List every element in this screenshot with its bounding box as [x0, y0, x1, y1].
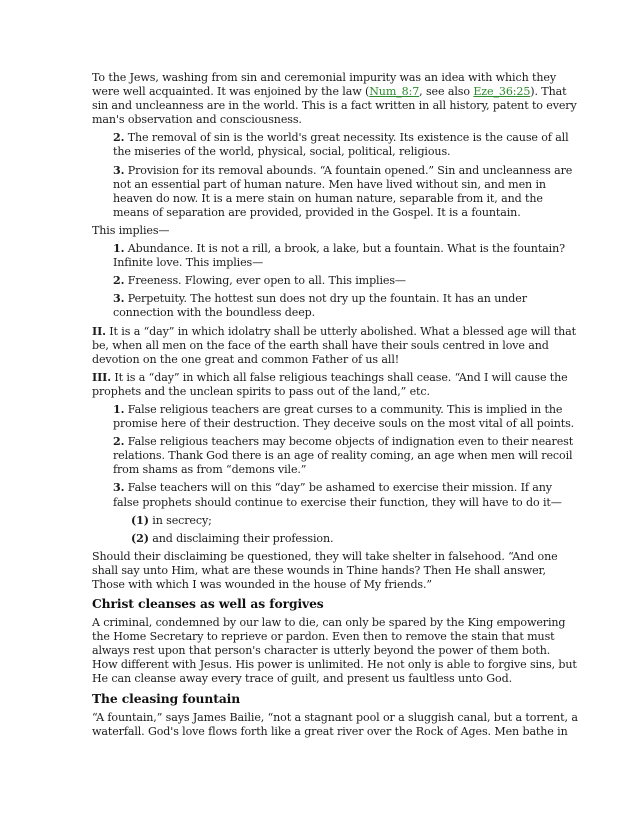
- numbered-point: [113, 403, 578, 431]
- paragraph: A criminal, condemned by our law to die, can only be spared by the King empowering the Home Secretary to reprieve or pardon. Even then to remove the stain that must always rest upon that person's character is utterly beyond the power of them both. How different with Jesus. His power is unlimited. He not only is able to forgive sins, but He can cleanse away every trace of guilt, and present us faultless unto God.: [92, 616, 577, 686]
- paragraph-text: ). That sin and uncleanness are in the world. This is a fact written in all history, patent to every man's observation and consciousness.: [92, 85, 577, 127]
- section-number: II.: [92, 324, 106, 338]
- point-text: False religious teachers are great curses to a community. This is implied in the promise here of their destruction. They deceive souls on the most vital of all points.: [113, 402, 575, 431]
- paragraph-text: To the Jews, washing from sin and ceremonial impurity was an idea with which they were well acquainted. It was enjoined by the law (: [92, 71, 556, 99]
- scripture-link[interactable]: Eze_36:25: [473, 85, 531, 99]
- point-text: It is a “day” in which idolatry shall be utterly abolished. What a blessed age will that be, when all men on the face of the earth shall have their souls centred in love and devotion on the one great and common Father of us all!: [92, 324, 577, 366]
- point-text: The removal of sin is the world's great necessity. Its existence is the cause of all the miseries of the world, physical, social, political, religious.: [113, 131, 569, 159]
- numbered-point: [113, 274, 578, 288]
- paragraph: This implies—: [92, 223, 170, 237]
- paragraph: [92, 71, 578, 127]
- section-point: [92, 325, 578, 367]
- numbered-point: [113, 131, 578, 159]
- paragraph-text: , see also: [419, 85, 474, 99]
- numbered-point: [113, 292, 578, 320]
- point-text: in secrecy;: [148, 513, 212, 527]
- sub-point: [131, 532, 578, 546]
- point-number: 2.: [113, 435, 125, 449]
- point-text: Freeness. Flowing, ever open to all. This implies—: [124, 274, 406, 288]
- point-number: 2.: [113, 131, 125, 145]
- point-number: 2.: [113, 274, 125, 288]
- paragraph: “A fountain,” says James Bailie, “not a stagnant pool or a sluggish canal, but a torrent, a waterfall. God's love flows forth like a great river over the Rock of Ages. Men bathe in: [92, 710, 578, 738]
- point-text: Perpetuity. The hottest sun does not dry up the fountain. It has an under connection with the boundless deep.: [113, 292, 527, 320]
- section-number: III.: [92, 370, 111, 384]
- point-number: 3.: [113, 481, 125, 495]
- section-heading: The cleasing fountain: [92, 690, 241, 706]
- section-point: [92, 371, 578, 399]
- point-number: 3.: [113, 292, 125, 306]
- point-text: Provision for its removal abounds. “A fountain opened.” Sin and uncleanness are not an essential part of human nature. Men have lived without sin, and men in heaven do now. It is a mere stain on human nature, separable from it, and the means of separation are provided, provided in the Gospel. It is a fountain.: [113, 163, 573, 219]
- point-text: False religious teachers may become objects of indignation even to their nearest relations. Thank God there is an age of reality coming, an age when men will recoil from shams as from “demons vile.”: [113, 435, 574, 477]
- point-text: False teachers will on this “day” be ashamed to exercise their mission. If any false prophets should continue to exercise their function, they will have to do it—: [113, 481, 562, 509]
- point-number: 3.: [113, 163, 125, 177]
- sub-point: [131, 514, 578, 528]
- numbered-point: [113, 164, 578, 220]
- point-text: Abundance. It is not a rill, a brook, a lake, but a fountain. What is the fountain? Infinite love. This implies—: [113, 242, 565, 270]
- paragraph: Should their disclaiming be questioned, they will take shelter in falsehood. “And one shall say unto Him, what are these wounds in Thine hands? Then He shall answer, Those with which I was wounded in the house of My friends.”: [92, 549, 558, 591]
- point-text: It is a “day” in which all false religious teachings shall cease. “And I will cause the prophets and the unclean spirits to pass out of the land,” etc.: [92, 370, 568, 398]
- scripture-link[interactable]: Num_8:7: [369, 85, 420, 99]
- point-number: 1.: [113, 242, 125, 256]
- section-heading: Christ cleanses as well as forgives: [92, 596, 324, 612]
- sub-point-number: (1): [131, 513, 149, 527]
- point-text: and disclaiming their profession.: [148, 531, 334, 545]
- numbered-point: [113, 435, 578, 477]
- numbered-point: [113, 481, 578, 509]
- sub-point-number: (2): [131, 531, 149, 545]
- point-number: 1.: [113, 402, 125, 416]
- numbered-point: [113, 242, 578, 270]
